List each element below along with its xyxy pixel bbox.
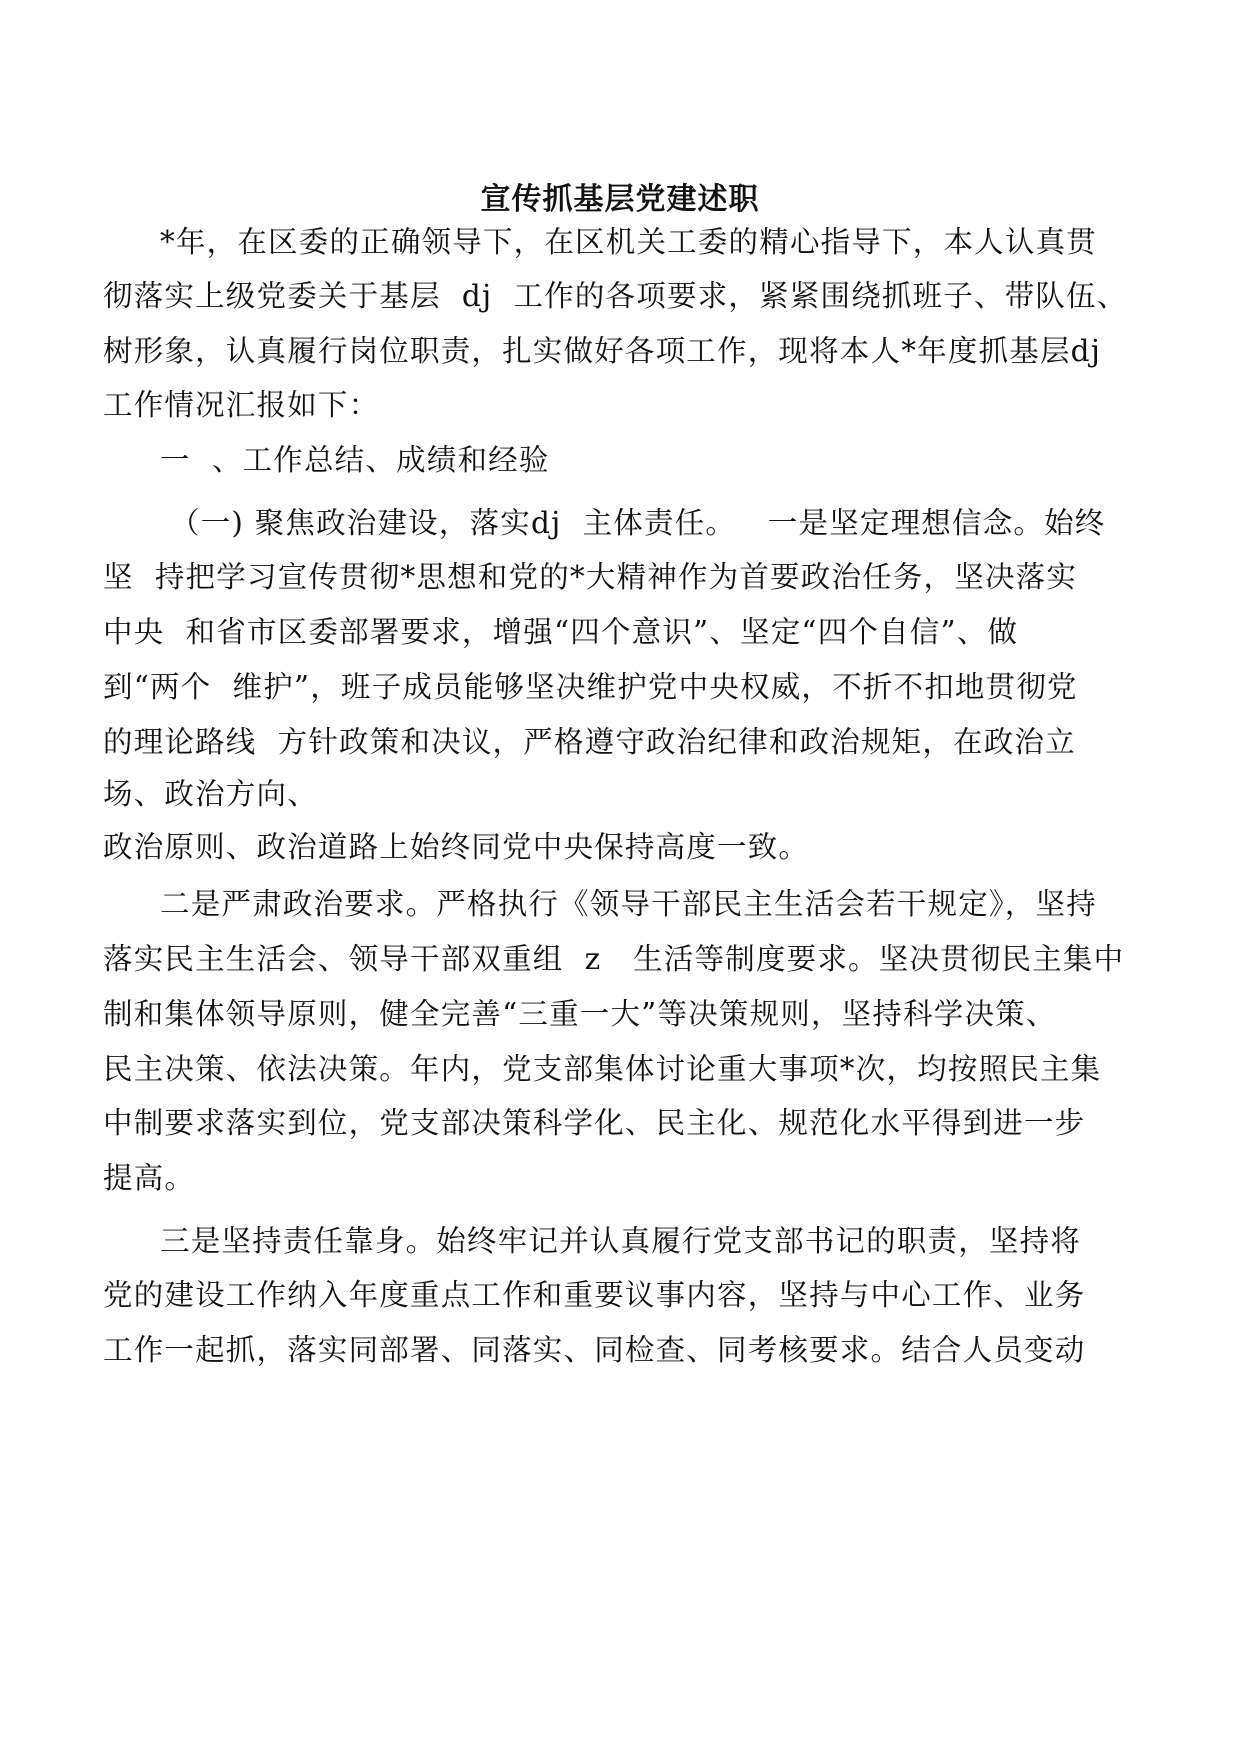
paragraph-2-line-6: 场、政治方向、 [103,777,318,811]
paragraph-2-line-5: 的理论路线 方针政策和决议，严格遵守政治纪律和政治规矩，在政治立 [103,725,1076,759]
paragraph-1-line-4: 工作情况汇报如下： [103,388,380,422]
paragraph-4-line-3: 工作一起抓，落实同部署、同落实、同检查、同考核要求。结合人员变动 [103,1333,1086,1367]
paragraph-3-line-2: 落实民主生活会、领导干部双重组 z 生活等制度要求。坚决贯彻民主集中 [103,942,1125,976]
paragraph-1-line-2: 彻落实上级党委关于基层 dj 工作的各项要求，紧紧围绕抓班子、带队伍、 [103,279,1128,313]
paragraph-2-line-2: 坚 持把学习宣传贯彻*思想和党的*大精神作为首要政治任务，坚决落实 [103,560,1078,594]
paragraph-1-line-3: 树形象，认真履行岗位职责，扎实做好各项工作，现将本人*年度抓基层dj [103,334,1102,368]
paragraph-1-line-1: *年，在区委的正确领导下，在区机关工委的精心指导下，本人认真贯 [160,225,1097,259]
paragraph-3-line-4: 民主决策、依法决策。年内，党支部集体讨论重大事项*次，均按照民主集 [103,1052,1102,1086]
paragraph-2-line-1: （一) 聚焦政治建设，落实dj 主体责任。 一是坚定理想信念。始终 [170,506,1106,540]
document-title: 宣传抓基层党建述职 [480,182,760,217]
paragraph-3-line-3: 制和集体领导原则，健全完善“三重一大”等决策规则，坚持科学决策、 [103,997,1057,1031]
paragraph-2-line-4: 到“两个 维护”，班子成员能够坚决维护党中央权威，不折不扣地贯彻党 [103,670,1078,704]
paragraph-3-line-6: 提高。 [103,1161,196,1195]
paragraph-4-line-2: 党的建设工作纳入年度重点工作和重要议事内容，坚持与中心工作、业务 [103,1278,1086,1312]
section-heading: 一 、工作总结、成绩和经验 [160,443,550,477]
paragraph-3-line-5: 中制要求落实到位，党支部决策科学化、民主化、规范化水平得到进一步 [103,1106,1086,1140]
paragraph-3-line-1: 二是严肃政治要求。严格执行《领导干部民主生活会若干规定》，坚持 [160,887,1097,921]
paragraph-2-line-3: 中央 和省市区委部署要求，增强“四个意识”、坚定“四个自信”、做 [103,615,1019,649]
paragraph-4-line-1: 三是坚持责任靠身。始终牢记并认真履行党支部书记的职责，坚持将 [160,1224,1082,1258]
paragraph-2-line-7: 政治原则、政治道路上始终同党中央保持高度一致。 [103,830,810,864]
